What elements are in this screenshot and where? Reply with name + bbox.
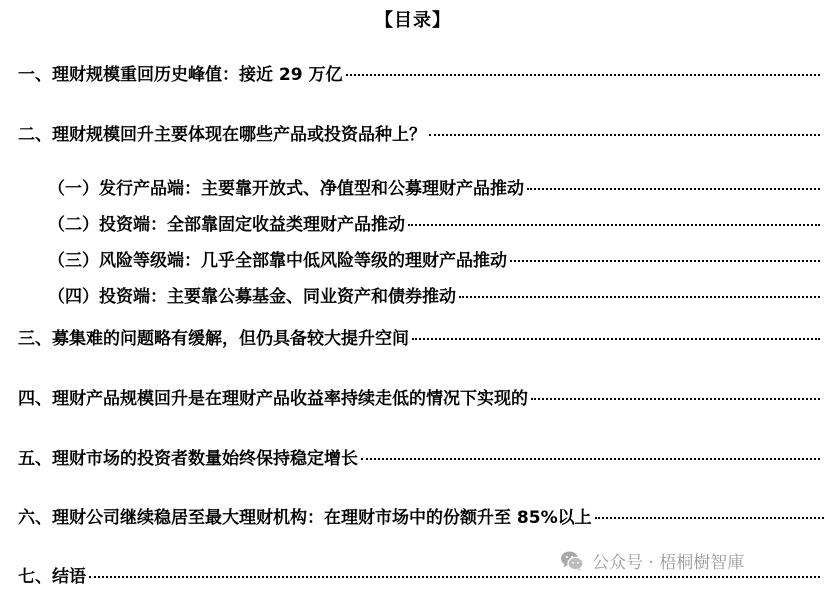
toc-entry-2-1[interactable] [48, 178, 820, 200]
toc-entry-text: 一、理财规模重回历史峰值：接近 29 万亿 [18, 65, 343, 85]
toc-entry-6[interactable] [18, 507, 824, 529]
toc-entry-text: 六、理财公司继续稳居至最大理财机构：在理财市场中的份额升至 85%以上 [18, 508, 592, 528]
toc-entry-text: （二）投资端：全部靠固定收益类理财产品推动 [48, 215, 405, 235]
toc-entry-text: 七、结语 [18, 567, 86, 587]
toc-entry-1[interactable] [18, 64, 820, 86]
toc-title: 【目录】 [375, 10, 451, 31]
toc-entry-text: （三）风险等级端：几乎全部靠中低风险等级的理财产品推动 [48, 251, 507, 271]
toc-entry-4[interactable] [18, 388, 820, 410]
toc-entry-2-4[interactable] [48, 286, 820, 308]
wechat-icon [560, 550, 584, 572]
toc-entry-text: （四）投资端：主要靠公募基金、同业资产和债券推动 [48, 287, 456, 307]
dot-leader [361, 458, 820, 460]
dot-leader [429, 134, 820, 136]
toc-entry-2[interactable] [18, 124, 820, 146]
toc-entry-text: 二、理财规模回升主要体现在哪些产品或投资品种上？ [18, 125, 426, 145]
toc-entry-2-3[interactable] [48, 250, 820, 272]
dot-leader [459, 296, 820, 298]
dot-leader [595, 517, 824, 519]
toc-entry-text: 三、募集难的问题略有缓解，但仍具备较大提升空间 [18, 329, 409, 349]
toc-entry-text: 五、理财市场的投资者数量始终保持稳定增长 [18, 449, 358, 469]
dot-leader [346, 74, 821, 76]
toc-entry-text: （一）发行产品端：主要靠开放式、净值型和公募理财产品推动 [48, 179, 524, 199]
watermark [560, 548, 744, 573]
dot-leader [89, 576, 820, 578]
watermark-text: 公众号 · 梧桐樹智庫 [592, 553, 745, 573]
dot-leader [531, 398, 820, 400]
toc-entry-3[interactable] [18, 328, 820, 350]
dot-leader [510, 260, 820, 262]
dot-leader [527, 188, 820, 190]
toc-entry-2-2[interactable] [48, 214, 820, 236]
dot-leader [408, 224, 820, 226]
dot-leader [412, 338, 820, 340]
toc-entry-5[interactable] [18, 448, 820, 470]
toc-entry-text: 四、理财产品规模回升是在理财产品收益率持续走低的情况下实现的 [18, 389, 528, 409]
